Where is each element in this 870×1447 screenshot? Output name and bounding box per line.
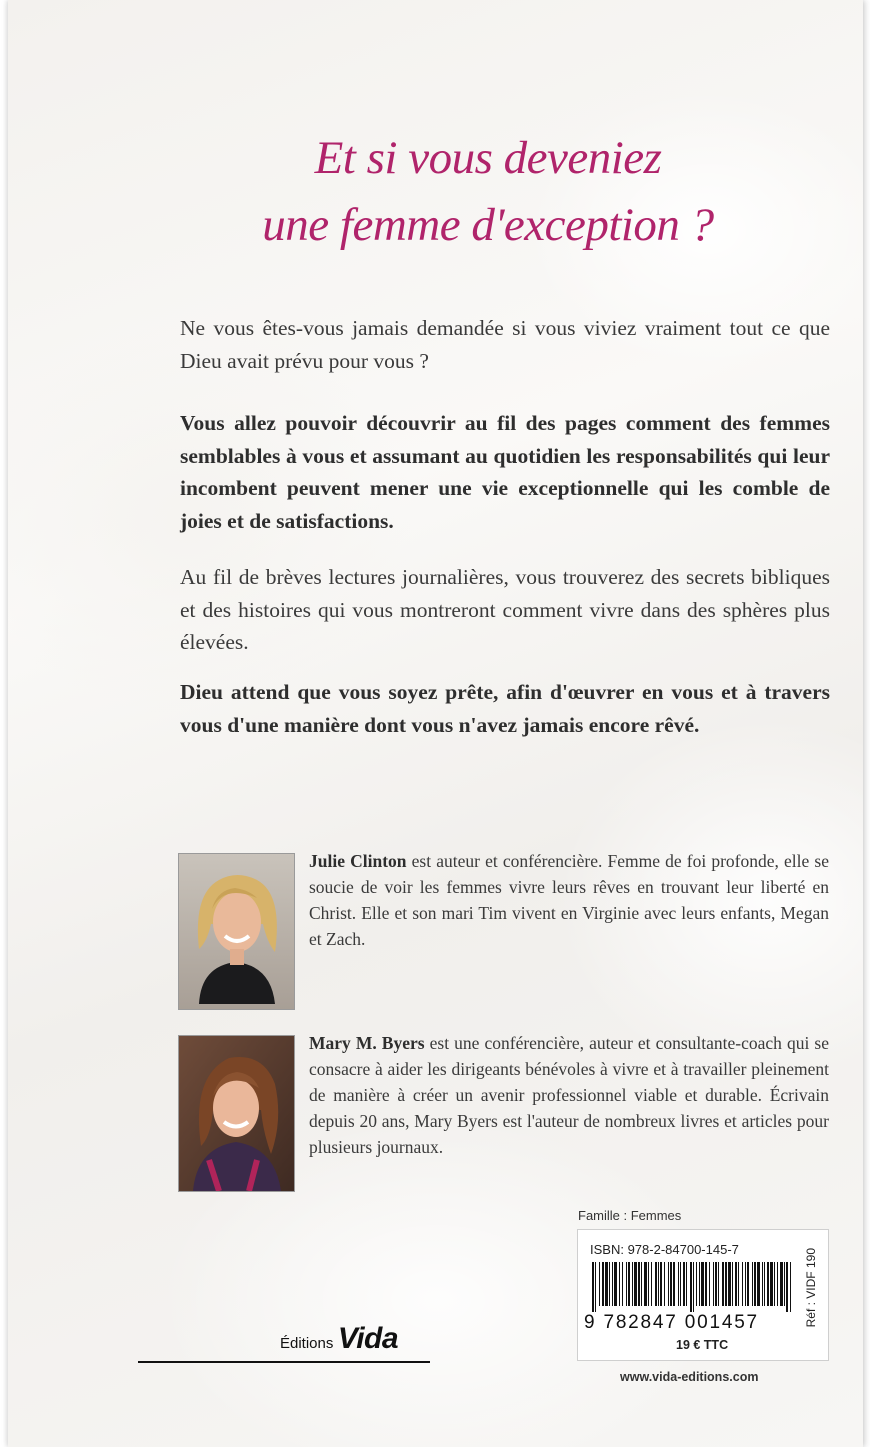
barcode-bar: [709, 1262, 710, 1306]
barcode-bar: [605, 1262, 608, 1306]
barcode-bar: [641, 1262, 642, 1306]
barcode-bar: [595, 1262, 596, 1312]
barcode-bar: [718, 1262, 719, 1306]
barcode-bar: [612, 1262, 613, 1306]
barcode-bar: [670, 1262, 672, 1306]
barcode-bar: [784, 1262, 785, 1306]
barcode-bar: [699, 1262, 700, 1306]
publisher-prefix: Éditions: [280, 1335, 334, 1352]
barcode-bar: [745, 1262, 746, 1306]
book-back-cover: [8, 0, 863, 1447]
barcode-bar: [790, 1262, 791, 1312]
barcode-bar: [728, 1262, 731, 1306]
barcode-bar: [678, 1262, 679, 1306]
barcode-bar: [757, 1262, 760, 1306]
publisher-logo: [280, 1322, 398, 1356]
publisher-name: Vida: [337, 1322, 399, 1355]
barcode-bar: [626, 1262, 627, 1306]
barcode-bar: [725, 1262, 727, 1306]
barcode-bar: [660, 1262, 662, 1306]
barcode-bar: [664, 1262, 665, 1306]
barcode-bar: [713, 1262, 714, 1306]
barcode-bar: [767, 1262, 769, 1306]
barcode-bar: [774, 1262, 775, 1306]
barcode-bar: [673, 1262, 675, 1306]
barcode-bar: [634, 1262, 637, 1306]
barcode-bar: [732, 1262, 733, 1306]
barcode-bar: [742, 1262, 743, 1306]
barcode-bar: [738, 1262, 739, 1306]
barcode-bar: [644, 1262, 647, 1306]
barcode-bar: [735, 1262, 737, 1306]
barcode-panel: [577, 1229, 829, 1361]
barcode-bar: [770, 1262, 773, 1306]
bold-paragraph-god-waits: Dieu attend que vous soyez prête, afin d'œuvrer en vous et à travers vous d'une manière dont vous n'avez jamais encore rêvé.: [180, 680, 830, 737]
barcode-bar: [632, 1262, 633, 1306]
barcode-digits: 9 782847 001457: [584, 1312, 759, 1333]
daily-readings-paragraph: Au fil de brèves lectures journalières, vous trouverez des secrets bibliques et des histoires qui vous montreront comment vivre dans des sphères plus élevées.: [180, 565, 830, 654]
barcode-bar: [690, 1262, 692, 1312]
barcode-bar: [715, 1262, 717, 1306]
category-label: Famille : Femmes: [578, 1208, 682, 1223]
barcode-bar: [752, 1262, 753, 1306]
barcode-bar: [777, 1262, 778, 1306]
publisher-underline: [138, 1361, 430, 1363]
barcode-bar: [701, 1262, 704, 1306]
barcode-bar: [683, 1262, 685, 1306]
barcode-bar: [722, 1262, 724, 1306]
barcode-bar: [705, 1262, 707, 1306]
headline-line-1: Et si vous deveniez: [314, 132, 662, 184]
barcode-bar: [786, 1262, 788, 1312]
isbn-number: ISBN: 978-2-84700-145-7: [590, 1242, 739, 1257]
author-photo-mary-byers: [178, 1035, 295, 1192]
barcode-bar: [780, 1262, 783, 1306]
author-name-julie-clinton: Julie Clinton: [309, 851, 407, 871]
barcode-bar: [696, 1262, 697, 1306]
author-photo-julie-clinton: [178, 853, 295, 1010]
barcode-bar: [754, 1262, 756, 1306]
barcode-bar: [651, 1262, 652, 1306]
barcode-bar: [609, 1262, 610, 1306]
barcode-image: [588, 1262, 796, 1312]
cover-headline: [158, 125, 818, 258]
barcode-bar: [693, 1262, 694, 1312]
author-bio-julie-clinton: [309, 848, 829, 952]
barcode-bar: [592, 1262, 594, 1312]
publisher-website: www.vida-editions.com: [620, 1370, 759, 1384]
barcode-bar: [599, 1262, 600, 1306]
intro-paragraph: Ne vous êtes-vous jamais demandée si vous viviez vraiment tout ce que Dieu avait prévu pour vous ?: [180, 316, 830, 373]
barcode-bar: [658, 1262, 659, 1306]
reference-code: Réf : VIDF 190: [804, 1248, 818, 1328]
barcode-bar: [655, 1262, 657, 1306]
author-description-mary-byers: est une conférencière, auteur et consultante-coach qui se consacre à aider les dirigeants bénévoles à vivre et à travailler pleinement de manière à créer un avenir professionnel viable et durable. Écrivain depuis 20 ans, Mary Byers est l'auteur de nombreux livres et articles pour plusieurs journaux.: [309, 1033, 829, 1157]
barcode-bar: [602, 1262, 604, 1306]
headline-line-2: une femme d'exception ?: [262, 198, 714, 251]
bold-paragraph-discover: Vous allez pouvoir découvrir au fil des pages comment des femmes semblables à vous et assumant au quotidien les responsabilités qui leur incombent peuvent mener une vie exceptionnelle qui les comble de joies et de satisfactions.: [180, 411, 830, 533]
author-bio-mary-byers: [309, 1030, 829, 1160]
author-name-mary-byers: Mary M. Byers: [309, 1033, 425, 1053]
barcode-bar: [628, 1262, 630, 1306]
barcode-bar: [686, 1262, 687, 1306]
barcode-bar: [668, 1262, 669, 1306]
barcode-bar: [614, 1262, 617, 1306]
barcode-bar: [648, 1262, 649, 1306]
barcode-bar: [680, 1262, 681, 1306]
barcode-bar: [747, 1262, 749, 1306]
barcode-bar: [638, 1262, 640, 1306]
author-description-julie-clinton: est auteur et conférencière. Femme de foi profonde, elle se soucie de voir les femmes vivre leurs rêves en trouvant leur liberté en Christ. Elle et son mari Tim vivent en Virginie avec leurs enfants, Megan et Zach.: [309, 851, 829, 949]
barcode-bar: [622, 1262, 623, 1306]
barcode-bar: [762, 1262, 763, 1306]
price-label: 19 € TTC: [676, 1338, 729, 1352]
barcode-bar: [764, 1262, 765, 1306]
barcode-bar: [619, 1262, 620, 1306]
